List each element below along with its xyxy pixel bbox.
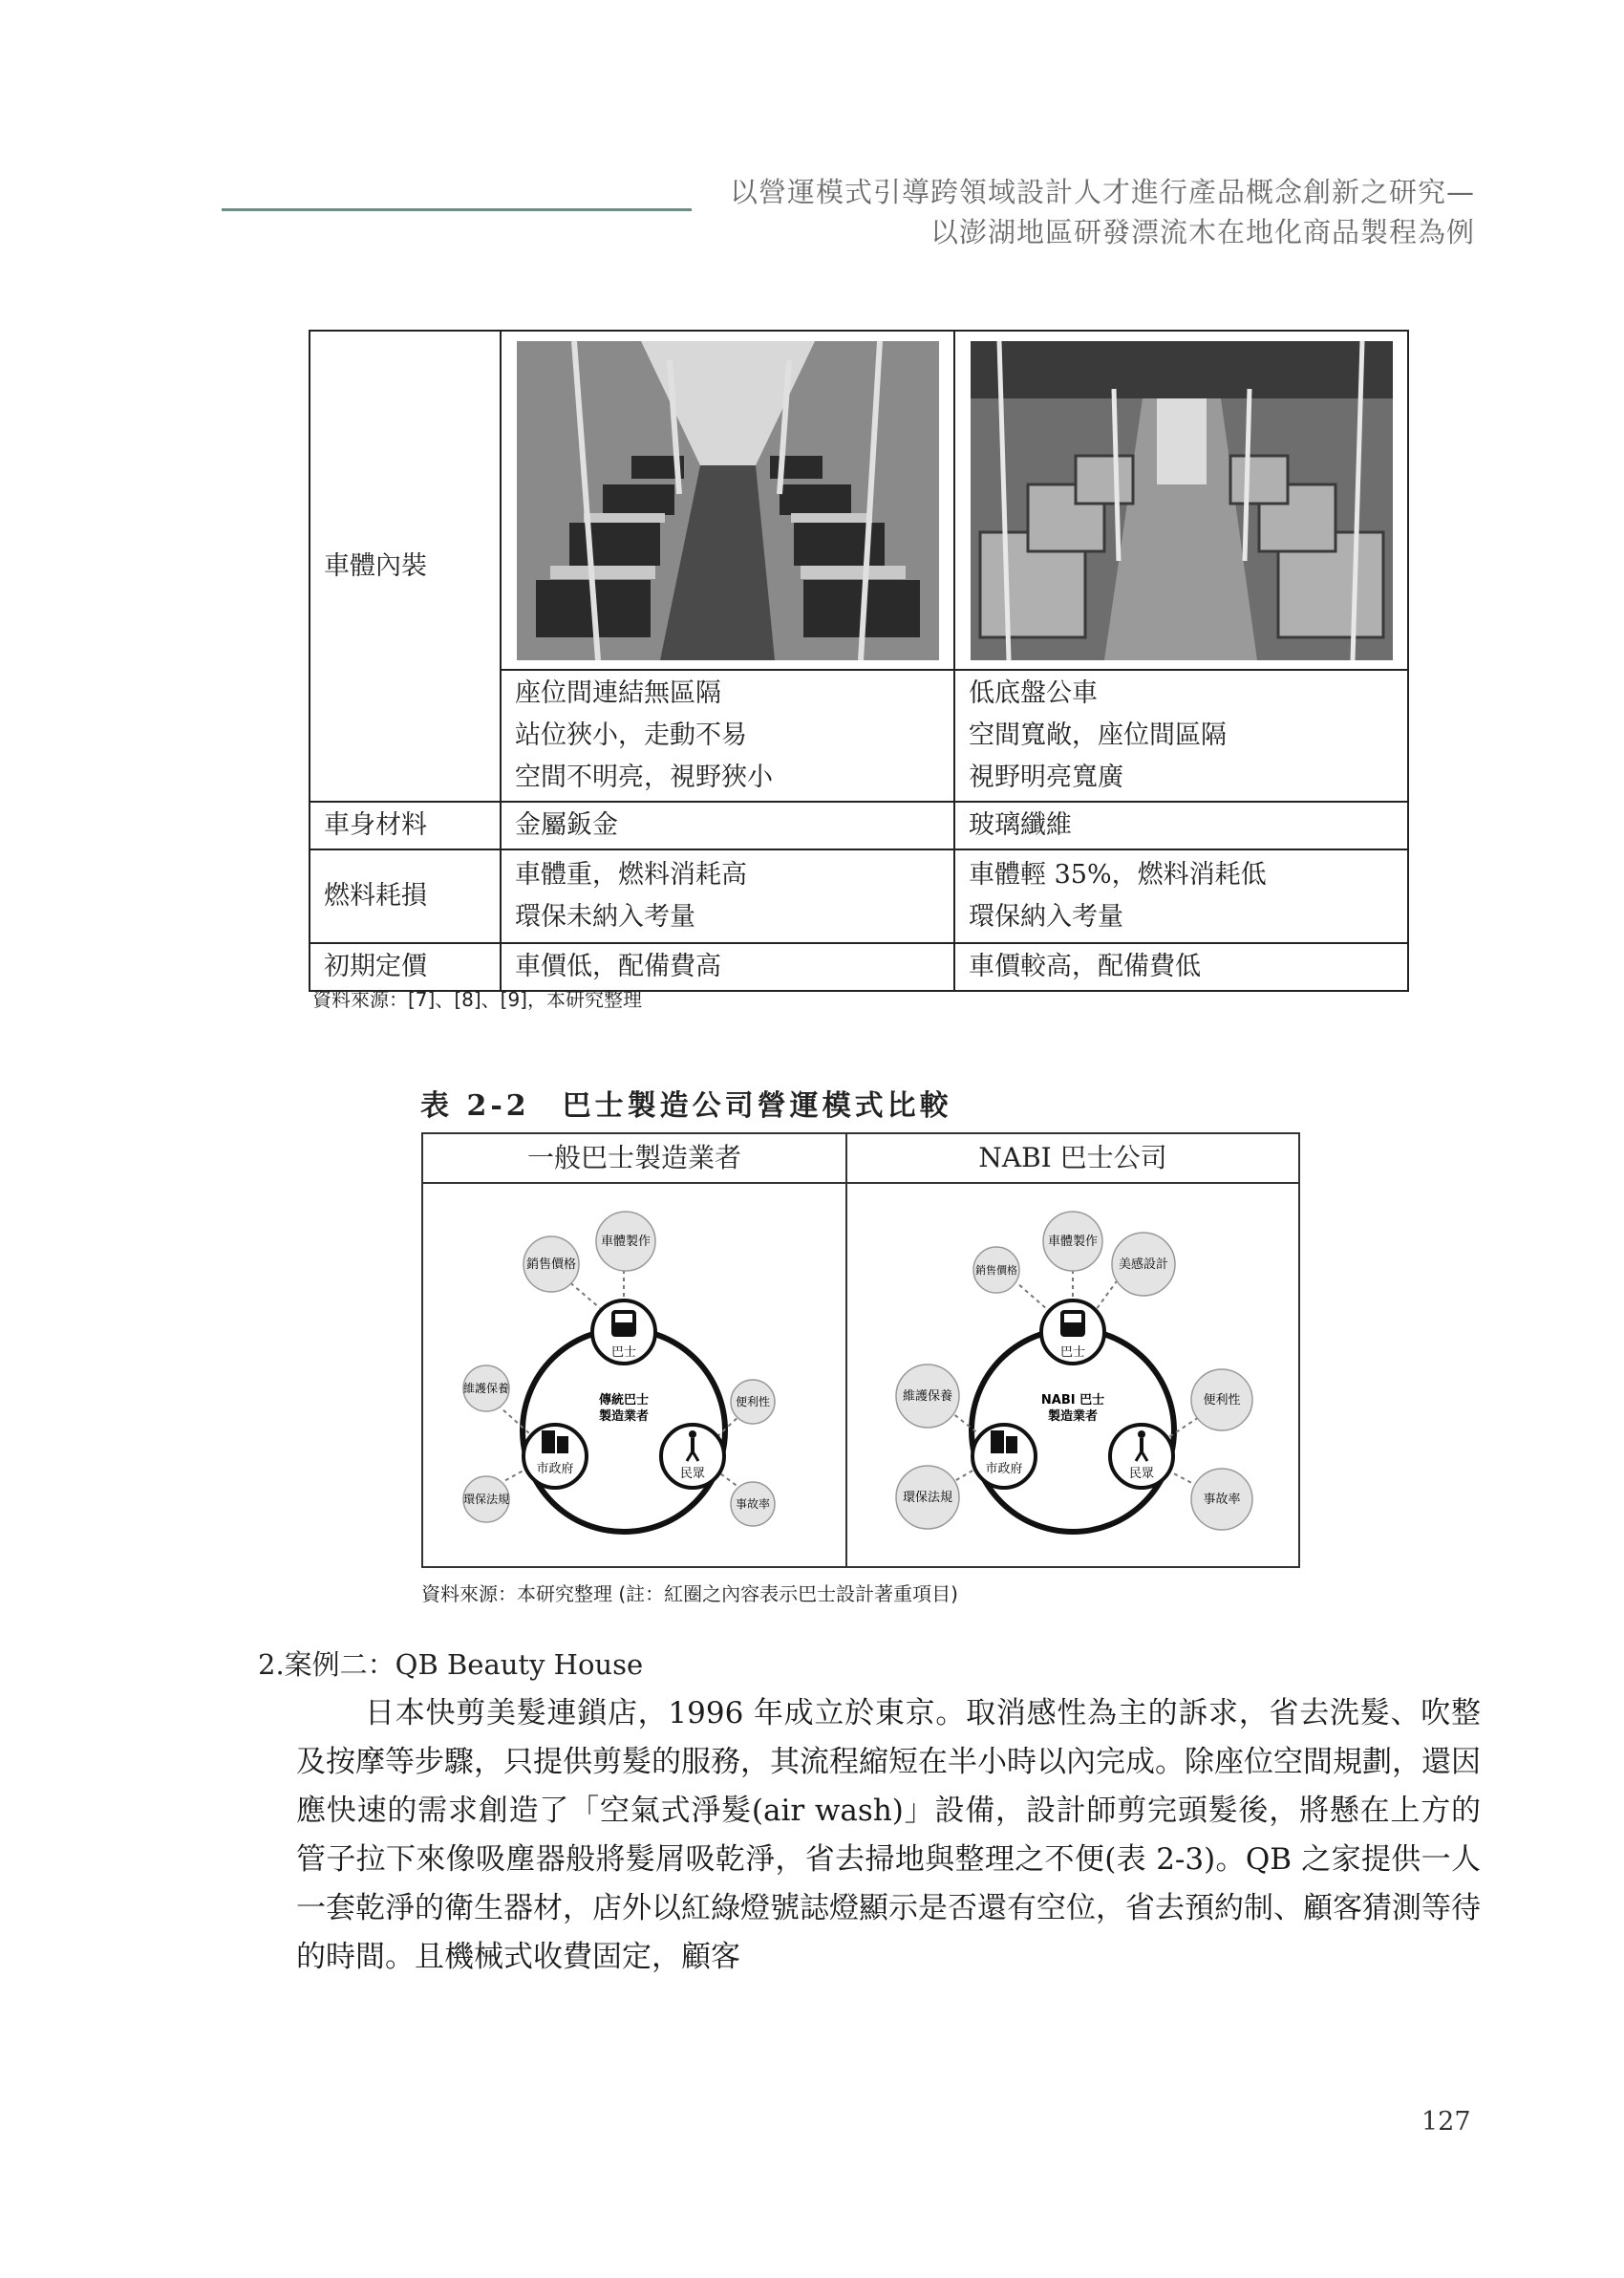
table-row	[310, 849, 1408, 943]
nabi-material: 玻璃纖維	[954, 802, 1408, 849]
satellite-label: 維護保養	[462, 1382, 510, 1395]
satellite-label: 美感設計	[1118, 1257, 1169, 1272]
traditional-fuel-cell	[501, 849, 954, 943]
traditional-price: 車價低，配備費高	[501, 943, 954, 991]
fuel-label: 燃料耗損	[310, 849, 501, 943]
nabi-price: 車價較高，配備費低	[954, 943, 1408, 991]
nabi-bus-photo-cell	[954, 331, 1408, 670]
satellite-label: 事故率	[1203, 1493, 1241, 1507]
satellite-label: 便利性	[735, 1395, 771, 1408]
table-row	[310, 802, 1408, 849]
interior-label: 車體內裝	[324, 550, 427, 581]
figure-source-note: 資料來源：本研究整理 (註：紅圈之內容表示巴士設計著重項目)	[421, 1582, 958, 1605]
bus-node-label: 巴士	[610, 1345, 637, 1360]
traditional-bus-photo-cell	[501, 331, 954, 670]
city-node-label: 市政府	[985, 1462, 1023, 1476]
bus-node-label: 巴士	[1059, 1345, 1086, 1360]
table-row	[310, 331, 1408, 670]
table-caption: 表 2-2 巴士製造公司營運模式比較	[420, 1089, 952, 1123]
pedestrian-icon	[689, 1430, 696, 1438]
nabi-interior-line: 低底盤公車	[969, 678, 1098, 708]
people-node-label: 民眾	[679, 1467, 706, 1481]
traditional-fuel-line: 環保未納入考量	[515, 902, 695, 932]
running-header	[730, 172, 1475, 252]
left-column-header: 一般巴士製造業者	[423, 1134, 845, 1184]
nabi-fuel-cell	[954, 849, 1408, 943]
nabi-bus-interior-photo	[971, 341, 1393, 660]
satellite-label: 事故率	[735, 1497, 771, 1511]
traditional-bus-interior-photo	[517, 341, 939, 660]
satellite-label: 車體製作	[1047, 1235, 1099, 1249]
page-number: 127	[1421, 2107, 1471, 2137]
right-column-header: NABI 巴士公司	[847, 1134, 1298, 1184]
interior-label-cell	[310, 331, 501, 802]
satellite-label: 便利性	[1203, 1393, 1241, 1408]
header-rule	[222, 208, 692, 211]
case-paragraph: 日本快剪美髮連鎖店，1996 年成立於東京。取消感性為主的訴求，省去洗髮、吹整及按摩等步驟，只提供剪髮的服務，其流程縮短在半小時以內完成。除座位空間規劃，還因應快速的需求創造了「空氣式淨髮(air wash)」設備，設計師剪完頭髮後，將懸在上方的管子拉下來像吸塵器般將髮屑吸乾淨，省去掃地與整理之不便(表 2-3)。QB 之家提供一人一套乾淨的衛生器材，店外以紅綠燈號誌燈顯示是否還有空位，省去預約制、顧客猜測等待的時間。且機械式收費固定，顧客	[296, 1696, 1481, 1974]
header-line-2: 以澎湖地區研發漂流木在地化商品製程為例	[930, 216, 1475, 248]
nabi-interior-cell	[954, 670, 1408, 802]
nabi-business-model-diagram	[849, 1184, 1296, 1564]
people-node-label: 民眾	[1128, 1467, 1155, 1481]
traditional-material: 金屬鈑金	[501, 802, 954, 849]
satellite-label: 環保法規	[462, 1493, 510, 1506]
business-model-comparison	[421, 1132, 1300, 1568]
city-building-icon	[991, 1430, 1004, 1453]
traditional-interior-line: 座位間連結無區隔	[515, 678, 721, 708]
traditional-interior-line: 空間不明亮，視野狹小	[515, 763, 773, 792]
traditional-interior-line: 站位狹小，走動不易	[515, 720, 747, 750]
traditional-fuel-line: 車體重，燃料消耗高	[515, 860, 747, 890]
traditional-interior-cell	[501, 670, 954, 802]
column-divider	[845, 1134, 847, 1566]
satellite-label: 維護保養	[902, 1389, 953, 1404]
traditional-business-model-diagram	[423, 1184, 844, 1564]
center-label-line-1: NABI 巴士	[1040, 1393, 1105, 1408]
satellite-label: 銷售價格	[525, 1257, 577, 1272]
table-source-note: 資料來源：[7]、[8]、[9]，本研究整理	[312, 988, 642, 1011]
people-node	[661, 1425, 724, 1488]
center-label-line-1: 傳統巴士	[598, 1393, 650, 1408]
material-label: 車身材料	[310, 802, 501, 849]
city-node	[972, 1425, 1036, 1488]
price-label: 初期定價	[310, 943, 501, 991]
city-node	[524, 1425, 587, 1488]
center-label-line-2: 製造業者	[1047, 1409, 1099, 1424]
bus-node	[1041, 1300, 1104, 1364]
pedestrian-icon	[1138, 1430, 1145, 1438]
bus-node	[592, 1300, 655, 1364]
satellite-label: 銷售價格	[975, 1264, 1017, 1277]
nabi-interior-line: 空間寬敞，座位間區隔	[969, 720, 1227, 750]
satellite-label: 車體製作	[600, 1235, 652, 1249]
case-heading: 2.案例二：QB Beauty House	[258, 1648, 644, 1681]
people-node	[1110, 1425, 1173, 1488]
satellite-label: 環保法規	[902, 1491, 953, 1505]
bus-comparison-table	[309, 330, 1409, 992]
nabi-fuel-line: 車體輕 35%，燃料消耗低	[969, 860, 1267, 890]
city-node-label: 市政府	[536, 1462, 574, 1476]
center-label-line-2: 製造業者	[598, 1409, 650, 1424]
nabi-fuel-line: 環保納入考量	[969, 902, 1123, 932]
nabi-interior-line: 視野明亮寬廣	[969, 763, 1123, 792]
header-line-1: 以營運模式引導跨領域設計人才進行產品概念創新之研究—	[729, 176, 1475, 208]
city-building-icon	[542, 1430, 555, 1453]
